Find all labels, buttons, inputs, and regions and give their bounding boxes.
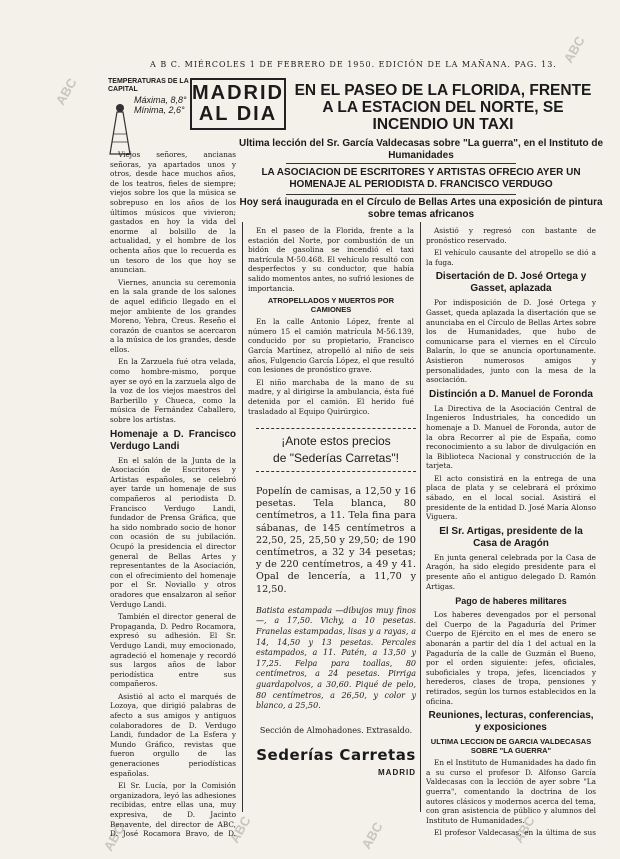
middle-column xyxy=(248,226,414,416)
article-paragraph: El niño marchaba de la mano de su madre, y al dirigirse la ambulancia, ésta fué detenida por el camión. El herido fué trasladado al Equipo Quirúrgico. xyxy=(248,377,414,416)
watermark: ABC xyxy=(510,813,538,846)
article-title-ortega: Disertación de D. José Ortega y Gasset, aplazada xyxy=(435,271,587,295)
article-paragraph: Por indisposición de D. José Ortega y Gasset, queda aplazada la disertación que se anunciaba en el Círculo de Bellas Artes sobre los de Humanidades, que hubo de comunicarse para el viernes en el Círculo Balarín, lo que se anuncia oportunamente. Asistieron numerosos amigos y personalidades, junto con la mesa de la asociación. xyxy=(426,298,596,385)
watermark: ABC xyxy=(100,821,128,854)
ad-body-prices: Popelín de camisas, a 12,50 y 16 pesetas. Tela blanca, 80 centímetros, a 11. Tela fina para sábanas, de 145 centímetros a 22,50, 25, 25,50 y 29,50; de 190 centímetros, a 32 y 34 pesetas; y de 220 centímetros, a 49 y 41. Opal de lencería, a 11,70 y 12,50. xyxy=(256,486,416,595)
subheadline-homenaje: LA ASOCIACION DE ESCRITORES Y ARTISTAS OFRECIO AYER UN HOMENAJE AL PERIODISTA D. FRANCISCO VERDUGO xyxy=(261,167,581,190)
subheadline-lecture: Ultima lección del Sr. García Valdecasas sobre "La guerra", en el Instituto de Humanidades xyxy=(238,138,604,161)
ad-headline-line1: ¡Anote estos precios xyxy=(281,434,391,448)
left-column xyxy=(110,150,236,840)
right-column xyxy=(426,226,596,838)
article-paragraph: El profesor Valdecasas, en la última de sus xyxy=(434,828,596,838)
section-title-box xyxy=(190,78,286,130)
article-paragraph: La Directiva de la Asociación Central de Ingenieros Industriales, ha concedido un homenaje a D. Manuel de Foronda, autor de la obra Recorrer al pie de España, como reconocimiento a su labor de divulgación en la Biblioteca Nacional y construcción de la tarjeta. xyxy=(426,403,596,471)
page-header: A B C. MIÉRCOLES 1 DE FEBRERO DE 1950. EDICIÓN DE LA MAÑANA. PAG. 13. xyxy=(150,60,557,69)
section-title-line2: AL DIA xyxy=(198,103,278,125)
article-paragraph: El Sr. Lucía, por la Comisión organizadora, leyó las adhesiones recibidas, entre ellas una, muy expresiva, de D. Jacinto Benavente, del director de ABC, D. José Rocamora Bravo, de D. xyxy=(110,781,236,839)
article-paragraph: En el salón de la Junta de la Asociación de Escritores y Artistas españoles, se celebró ayer tarde un homenaje de sus compañeros al periodista D. Francisco Verdugo Landi, fundador de Prensa Gráfica, que ha sido nombrado socio de honor con ocasión de su jubilación. Ocupó la presidencia el director general de Bellas Artes y representantes de la Asociación, con el ofrecimiento del homenaje por el Sr. Noviallo y otros oradores que ensalzaron al señor Verdugo Landi. xyxy=(110,455,236,609)
article-paragraph: En la Zarzuela fué otra velada, como hombre-mismo, porque ayer se oyó en la zarzuela algo de la voz de los viejos maestros del Barberillo y Chueca, como la música de Fernández Caballero, sobre los artistas. xyxy=(110,357,236,425)
ad-headline-line2: de "Sederías Carretas"! xyxy=(273,451,399,465)
column-divider xyxy=(242,222,243,812)
article-paragraph: En junta general celebrada por la Casa de Aragón, ha sido elegido presidente para el presente año el antiguo delegado D. Ramón Artigas. xyxy=(426,552,596,591)
ad-headline-box xyxy=(256,428,416,472)
ad-brand: Sederías Carretas xyxy=(256,745,416,764)
article-paragraph: El vehículo causante del atropello se dió a la fuga. xyxy=(426,248,596,267)
weather-title: TEMPERATURAS DE LA CAPITAL xyxy=(108,78,189,93)
article-paragraph: Viejos señores, ancianas señoras, ya apartados unos y otros, desde hace muchos años, de los teatros, fieles de siempre; viejos sobre los que la música se sobrepuso en los años de los últimos músicos que vivieron; gastados en hoy la vida del enorme al bolsillo de la actualidad, y el hombre de los ochenta años que lo recuerda es un tesoro de los que hoy se anuncian. xyxy=(110,150,236,275)
article-paragraph: Los haberes devengados por el personal del Cuerpo de la Pagaduría del Primer Cuerpo de Ejército en el mes de enero se abonarán a partir del día 1 del actual en la Pagaduría de la calle de Guzmán el Bueno, por el orden siguiente: jefes, oficiales, suboficiales y tropa, jefes, licenciados y herederos, clases de tropa, pensiones y retirados, según los turnos establecidos en la oficina. xyxy=(426,610,596,706)
watermark: ABC xyxy=(358,819,386,852)
section-title-line1: MADRID xyxy=(192,82,284,104)
article-paragraph: Asistió al acto el marqués de Lozoya, que dirigió palabras de afecto a sus amigos y antiguos colaboradores de D. Verdugo Landi, fundador de La Esfera y Mundo Gráfico, revistas que fueron orgullo de las generaciones periodísticas españolas. xyxy=(110,691,236,778)
article-title-artigas: El Sr. Artigas, presidente de la Casa de Aragón xyxy=(439,525,583,549)
article-paragraph: En la calle Antonio López, frente al número 15 el camión matrícula M-56.139, conducido por su propietario, Francisco García Martínez, atropelló al niño de seis años, Fulgencio García López, el que resultó con lesiones de pronóstico grave. xyxy=(248,317,414,375)
watermark: ABC xyxy=(52,75,80,108)
article-title-reuniones: Reuniones, lecturas, conferencias, y exposiciones xyxy=(428,710,594,734)
article-title-atropellados: ATROPELLADOS Y MUERTOS POR CAMIONES xyxy=(267,296,395,315)
ad-city: MADRID xyxy=(378,767,416,777)
article-title-ultima-leccion: ULTIMA LECCION DE GARCIA VALDECASAS SOBRE "LA GUERRA" xyxy=(430,737,592,756)
article-paragraph: También el director general de Propaganda, D. Pedro Rocamora, expresó su adhesión. El Sr. Verdugo Landi, muy emocionado, agradeció el homenaje y recordó sus largos años de labor periodística entre sus compañeros. xyxy=(110,612,236,689)
weather-max: Máxima, 8,8° xyxy=(134,95,187,105)
article-title-foronda: Distinción a D. Manuel de Foronda xyxy=(429,388,593,400)
main-headline: EN EL PASEO DE LA FLORIDA, FRENTE A LA ESTACION DEL NORTE, SE INCENDIO UN TAXI xyxy=(294,82,592,133)
weather-min: Mínima, 2,6° xyxy=(134,105,185,115)
article-title-homenaje: Homenaje a D. Francisco Verdugo Landi xyxy=(110,428,236,452)
ad-footnote: Sección de Almohadones. Extrasaldo. xyxy=(259,725,413,735)
divider xyxy=(286,194,516,195)
watermark: ABC xyxy=(226,813,254,846)
advertisement xyxy=(256,428,416,777)
column-divider xyxy=(420,222,421,812)
ad-body-fabrics: Batista estampada —dibujos muy finos—, a 17,50. Vichy, a 10 pesetas. Franelas estampadas, lisas y a rayas, a 14, 14,50 y 13 pesetas. Percales estampados, a 11. Patén, a 13,50 y 17,25. Felpa para toallas, 80 centímetros, a 24 pesetas. Pirriga guardapolvos, a 30,60. Piqué de pelo, 80 centímetros, a 26,50, y color y blanco, a 25,50. xyxy=(256,605,416,711)
watermark: ABC xyxy=(560,33,588,66)
article-paragraph: Viernes, anuncia su ceremonia en la sala grande de los salones de aquel edificio llegado en el mejor ambiente de los grandes Moreno, Yebra, Creus. Reseño el corazón de cuantos se acercaron a la música de los grandes, desde ellos. xyxy=(110,277,236,354)
article-paragraph: En el Instituto de Humanidades ha dado fin a su curso el profesor D. Alfonso García Valdecasas con la lección de ayer sobre "La guerra", comentando la doctrina de los autores clásicos y modernos acerca del tema, con gran asistencia de público y alumnos del Instituto de Humanidades. xyxy=(426,758,596,825)
divider xyxy=(286,163,516,164)
article-title-haberes: Pago de haberes militares xyxy=(455,596,567,607)
subheadline-exposicion: Hoy será inaugurada en el Círculo de Bellas Artes una exposición de pintura sobre temas africanos xyxy=(239,197,603,220)
article-paragraph: El acto consistirá en la entrega de una placa de plata y se celebrará el próximo sábado, en el local social. Asistirá el presidente de la entidad D. José María Alonso Viguera. xyxy=(426,473,596,522)
article-paragraph: Asistió y regresó con bastante de pronóstico reservado. xyxy=(426,226,596,245)
article-paragraph: En el paseo de la Florida, frente a la estación del Norte, por combustión de un bidón de gasolina se incendió el taxi matrícula M-50.468. El vehículo resultó con desperfectos y su conductor, que había salido momentos antes, no sufrió lesiones de importancia. xyxy=(248,226,414,293)
